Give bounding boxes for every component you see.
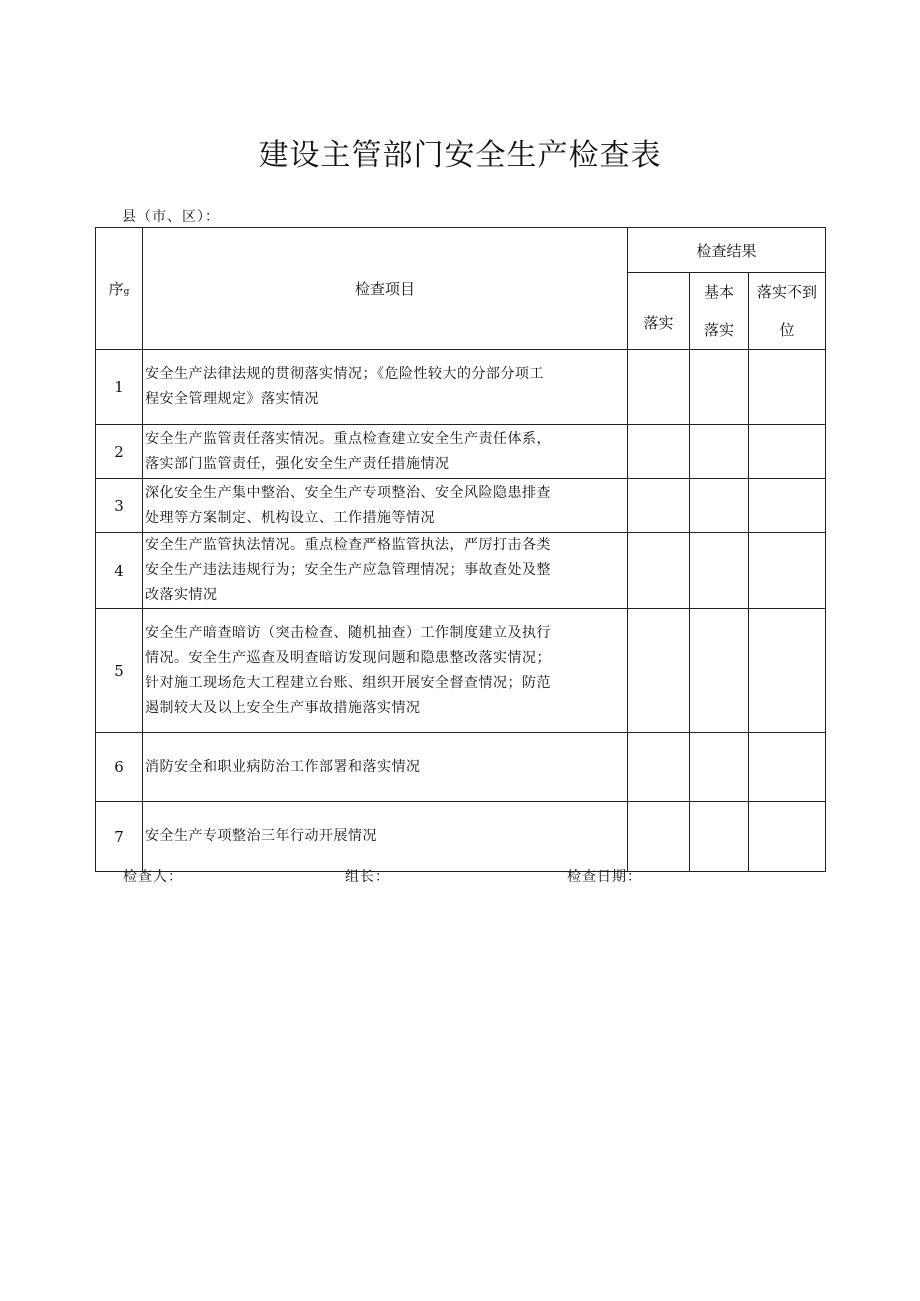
row-seq: 2	[96, 425, 143, 479]
header-row-top	[96, 228, 826, 273]
row-seq: 3	[96, 479, 143, 533]
cell-done[interactable]	[628, 733, 690, 802]
row-item-line: 安全生产监管执法情况。重点检查严格监管执法，严厉打击各类	[145, 537, 551, 553]
cell-done[interactable]	[628, 350, 690, 425]
row-item	[143, 733, 628, 802]
row-item	[143, 802, 628, 872]
cell-basic[interactable]	[690, 425, 749, 479]
header-result: 检查结果	[628, 228, 826, 273]
row-item-line: 深化安全生产集中整治、安全生产专项整治、安全风险隐患排查	[145, 484, 551, 501]
table-row	[96, 350, 826, 425]
cell-done[interactable]	[628, 533, 690, 609]
header-col-notdone	[749, 273, 826, 350]
header-col-basic-line2: 落实	[703, 321, 734, 339]
cell-notdone[interactable]	[749, 802, 826, 872]
table-row	[96, 733, 826, 802]
header-col-done	[628, 273, 690, 350]
header-col-done-text: 落实	[643, 313, 674, 332]
cell-notdone[interactable]	[749, 350, 826, 425]
row-item-line: 安全生产监管责任落实情况。重点检查建立安全生产责任体系，	[145, 430, 551, 447]
cell-done[interactable]	[628, 425, 690, 479]
header-col-notdone-line1: 落实不到	[757, 283, 818, 301]
cell-done[interactable]	[628, 479, 690, 533]
row-item-line: 消防安全和职业病防治工作部署和落实情况	[145, 758, 421, 775]
date-label: 检查日期：	[567, 869, 642, 885]
page-title: 建设主管部门安全生产检查表	[258, 138, 662, 173]
row-item-line: 安全生产法律法规的贯彻落实情况；《危险性较大的分部分项工	[145, 366, 544, 382]
leader-label: 组长：	[345, 869, 390, 885]
cell-notdone[interactable]	[749, 733, 826, 802]
row-item-line: 改落实情况	[145, 587, 218, 603]
cell-basic[interactable]	[690, 733, 749, 802]
row-item-line: 安全生产专项整治三年行动开展情况	[145, 828, 377, 844]
row-item-line: 落实部门监管责任，强化安全生产责任措施情况	[145, 455, 450, 472]
cell-notdone[interactable]	[749, 533, 826, 609]
header-col-notdone-line2: 位	[779, 321, 795, 339]
header-col-basic-line1: 基本	[703, 283, 734, 301]
cell-notdone[interactable]	[749, 479, 826, 533]
county-label: 县（市、区）：	[122, 209, 220, 225]
table-row	[96, 479, 826, 533]
row-seq: 4	[96, 533, 143, 609]
row-item-line: 程安全管理规定》落实情况	[145, 391, 319, 407]
row-item-line: 处理等方案制定、机构设立、工作措施等情况	[145, 509, 435, 526]
cell-basic[interactable]	[690, 350, 749, 425]
cell-done[interactable]	[628, 609, 690, 733]
row-item	[143, 479, 628, 533]
row-item-line: 安全生产暗查暗访（突击检查、随机抽查）工作制度建立及执行	[145, 624, 551, 641]
cell-notdone[interactable]	[749, 425, 826, 479]
row-item-line: 情况。安全生产巡查及明查暗访发现问题和隐患整改落实情况；	[145, 649, 551, 666]
table-row	[96, 802, 826, 872]
table-row	[96, 609, 826, 733]
row-seq: 7	[96, 802, 143, 872]
inspection-table	[95, 227, 826, 872]
row-item	[143, 425, 628, 479]
cell-notdone[interactable]	[749, 609, 826, 733]
row-item	[143, 533, 628, 609]
row-seq: 1	[96, 350, 143, 425]
row-item-line: 遏制较大及以上安全生产事故措施落实情况	[145, 699, 421, 716]
row-seq: 5	[96, 609, 143, 733]
inspector-label: 检查人：	[123, 869, 183, 885]
cell-basic[interactable]	[690, 533, 749, 609]
cell-done[interactable]	[628, 802, 690, 872]
row-item	[143, 350, 628, 425]
cell-basic[interactable]	[690, 479, 749, 533]
row-item-line: 安全生产违法违规行为；安全生产应急管理情况；事故查处及整	[145, 562, 551, 578]
table-row	[96, 533, 826, 609]
header-col-basic	[690, 273, 749, 350]
cell-basic[interactable]	[690, 802, 749, 872]
header-item: 检查项目	[143, 228, 628, 350]
header-seq-sub: g	[123, 287, 130, 297]
row-item-line: 针对施工现场危大工程建立台账、组织开展安全督查情况；防范	[145, 674, 551, 691]
row-seq: 6	[96, 733, 143, 802]
header-seq-text: 序	[108, 280, 124, 298]
header-seq	[96, 228, 143, 350]
row-item	[143, 609, 628, 733]
table-row	[96, 425, 826, 479]
cell-basic[interactable]	[690, 609, 749, 733]
